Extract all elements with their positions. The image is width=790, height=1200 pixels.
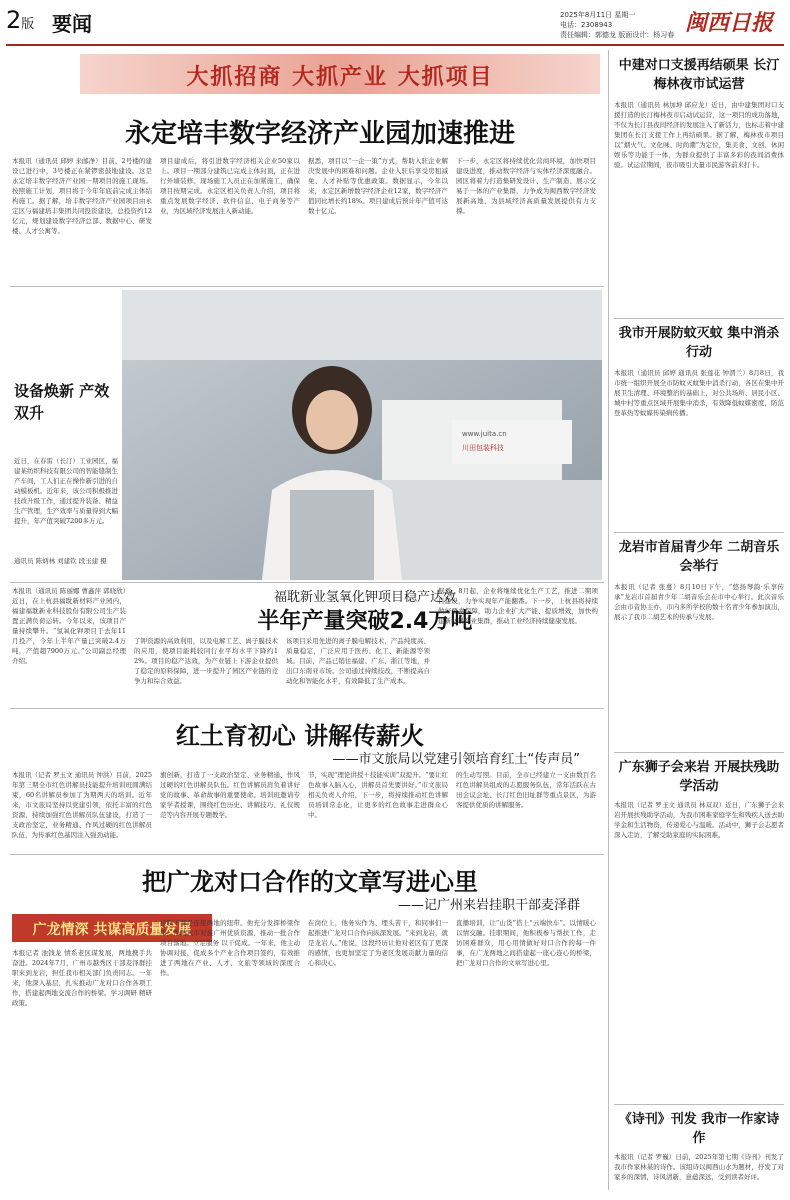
- story1-col4: 下一步，永定区将持续优化营商环境，加快项目建设进度，推动数字经济与实体经济深度融合。园区将着力打造集研发设计、生产制造、展示交易于一体的产业集群，力争成为闽西数字经济发展新高地，为县域经济高质量发展提供有力支撑。: [456, 157, 596, 215]
- divider: [10, 286, 604, 287]
- column-divider: [608, 50, 609, 1190]
- banner-text: 大抓招商 大抓产业 大抓项目: [186, 65, 494, 90]
- divider: [10, 708, 604, 709]
- story1-col2: 项目建成后，将引进数字经济相关企业50家以上。项目一期部分建筑已完成主体封顶，正在进行外墙装修。现场施工人员正在加紧施工，确保项目按期完成。永定区相关负责人介绍，项目将重点发展数字经济、软件信息、电子商务等产业，为区域经济发展注入新动能。: [160, 157, 300, 215]
- editors: 责任编辑：郭德龙 版面设计：杨习春: [560, 31, 675, 39]
- section-title: 要闻: [52, 12, 92, 36]
- story4-col3: 节，实现“理论讲授＋技能实训”双提升。“要让红色故事入脑入心，讲解员首先要讲好。”市文旅局相关负责人介绍，下一步，将持续推动红色讲解员培训常态化，让更多的红色故事走进群众心中。: [308, 771, 448, 819]
- story3-col1: 本报讯（通讯员 陈丽娜 曹鑫萍 郭晓欣）近日，在上杭县福耽新材料产业园内，福建福耽新业科技股份有限公司生产装置正满负荷运转。今年以来，该项目产量持续攀升。“氢氧化钾项目于去年11月投产，今年上半年产量已突破2.4万吨，产值超7900万元。”公司副总经理介绍。: [12, 587, 126, 665]
- story4-subheadline: ——市文旅局以党建引领培育红土“传声员”: [332, 752, 580, 767]
- campaign-banner: [80, 54, 600, 94]
- divider: [614, 1104, 784, 1105]
- sign-brand: 川田包装科技: [462, 444, 504, 452]
- story3-headline: 半年产量突破2.4万吨: [257, 609, 473, 634]
- right-item1-headline: 中建对口支援再结硕果 长汀梅林夜市试运营: [618, 58, 780, 92]
- story5-headline: 把广龙对口合作的文章写进心里: [142, 868, 478, 896]
- right-item4-body: 本报讯（记者 罗玉文 通讯员 林双双）近日，广东狮子会来岩开展扶残助学活动，为我市困难家庭学生和残疾人送去助学金和生活物资，传递爱心与温暖。活动中，狮子会志愿者深入走访，了解受助家庭的实际困难。: [614, 801, 784, 839]
- story5-col3: 在岗位上，他务实作为、埋头苦干，和同事们一起推进广龙对口合作向纵深发展。“来到龙岩，就是龙岩人。”他说，这段经历让他对老区有了更深的感情，也更加坚定了为老区发展贡献力量的信心和决心。: [308, 919, 448, 967]
- page-number: [6, 6, 34, 34]
- divider: [614, 318, 784, 319]
- right-item3-body: 本报讯（记者 张蔓）8月10日下午，“悠扬琴韵·乐享传承”龙岩市首届青少年二胡音乐会在市中心举行。此次音乐会由市音协主办，市内多所学校的数十名青少年参加演出，展示了我市二胡艺术的传承与发展。: [614, 583, 784, 621]
- story1-headline: 永定培丰数字经济产业园加速推进: [124, 119, 515, 149]
- story3-col2: 了钾资源的高效利用，以及电解工艺、离子膜技术的应用，使项目能耗较同行业平均水平下降约12%。项目的稳产达效，为产业链上下游企业提供了稳定的原料保障，进一步提升了园区产业链的竞争力和综合效益。: [134, 637, 278, 685]
- divider: [614, 752, 784, 753]
- story2-headline-text: 设备焕新 产效双升: [14, 382, 110, 422]
- story3-kicker: 福耽新业氢氧化钾项目稳产达效: [273, 590, 456, 605]
- masthead: [0, 0, 790, 48]
- story2-caption: 近日，在春雷（长汀）工业园区，福建某纺织科技有限公司的智能缝制生产车间，工人们正在操作新引进的自动模板机。近年来，该公司积极推进技改升级工作，通过提升装备、精益生产管理，生产效率与质量得到大幅提升，年产值突破7200多万元。: [14, 457, 118, 525]
- story3-col3: 该项目采用先进的离子膜电解技术，产品纯度高、质量稳定，广泛应用于医药、化工、新能源等领域。目前，产品已销往福建、广东、浙江等地，并出口东南亚市场。公司通过持续技改，不断提高自动化和智能化水平，有效降低了生产成本。: [286, 637, 430, 685]
- right-item3-headline: 龙岩市首届青少年 二胡音乐会举行: [618, 540, 780, 574]
- right-item5-headline: 《诗刊》刊发 我市一作家诗作: [618, 1112, 780, 1146]
- story5-banner-text: 广龙情深 共谋高质量发展: [32, 922, 192, 938]
- right-item2-body: 本报讯（通讯员 邱婷 通讯员 张莲花 钟渭兰）8月8日，我市统一组织开展全市防蚊灭蚊集中消杀行动，各区在集中开展卫生清理、环境整治的基础上，对公共场所、居民小区、城中村等重点区域开展集中消杀，有效降低蚊媒密度，防范登革热等蚊媒传染病传播。: [614, 369, 784, 417]
- story4-headline: 红土育初心 讲解传薪火: [175, 722, 425, 750]
- story3-col4: 据悉，8月起，企业将继续优化生产工艺，推进二期项目建设，力争实现年产能翻番。下一步，上杭县将持续做好要素保障，助力企业扩大产能、提质增效，加快构建新材料产业集群，推动工业经济持续健康发展。: [438, 587, 598, 625]
- paper-logo: 闽西日报: [685, 10, 774, 36]
- story5-col4: 直播培训，让“山货”搭上“云端快车”。以情暖心 以情交融。挂职期间，他积极参与帮扶工作，走访困难群众，用心用情做好对口合作的每一件事，在广龙两地之间搭建起一座心连心的桥梁，把广龙对口合作的文章写进心里。: [456, 919, 596, 967]
- story4-col1: 本报讯（记者 罗玉文 通讯员 钟洪）目前，2025年第三期全市红色讲解员技能提升培训班圆满结束，60名讲解员参加了为期两天的培训。近年来，市文旅局坚持以党建引领，依托丰富的红色资源，持续加强红色讲解员队伍建设，打造了一支政治坚定、业务精通、作风过硬的红色讲解员队伍，为传承红色基因注入强劲动能。: [12, 771, 152, 839]
- story4-col4: 的生动写照。目前，全市已经建立一支由数百名红色讲解员组成的志愿服务队伍，常年活跃在古田会议会址、长汀红色旧址群等重点景区，为游客提供优质的讲解服务。: [456, 771, 596, 809]
- story4-col2: 旗创新，打造了一支政治坚定、业务精通、作风过硬的红色讲解员队伍。红色讲解员肩负着讲好党的故事、革命故事的重要使命。培训班邀请专家学者授课，围绕红色历史、讲解技巧、礼仪规范等内容开展专题教学。: [160, 771, 300, 819]
- story5-col2: 挂职干部是连接两地的纽带。他充分发挥桥梁作用，帮助我市对接广州优质资源，推动一批合作项目落地。立足服务 以干促成。一年来，他主动协调对接，促成多个产业合作项目签约，有效推进了两地在产业、人才、文旅等领域的深度合作。: [160, 919, 300, 977]
- story5-col1: 本报记者 池钱龙 情系老区谋发展，两地携手共奋进。2024年7月，广州市越秀区干部麦泽群挂职来到龙岩，担任我市相关部门负责同志。一年来，他深入基层，扎实推动广龙对口合作各项工作，搭建起两地交流合作的桥梁。学习调研 精研政策。: [12, 949, 152, 1007]
- masthead-rule: [6, 44, 784, 46]
- issue-date: 2025年8月11日 星期一: [560, 11, 636, 19]
- divider: [10, 854, 604, 855]
- sign-url: www.juita.cn: [462, 430, 507, 438]
- phone: 电话：2308943: [560, 21, 613, 29]
- story5-subheadline: ——记广州来岩挂职干部麦泽群: [397, 898, 580, 913]
- story1-col3: 据悉，项目以“一企一策”方式，帮助入驻企业解决发展中的困难和问题。企业入驻后享受房租减免、人才补贴等优惠政策。数据显示，今年以来，永定区新增数字经济企业12家，数字经济产值同比增长约18%。项目建成后预计年产值可达数十亿元。: [308, 157, 448, 215]
- right-item1-body: 本报讯（通讯员 林加坤 邱应龙）近日，由中建集团对口支援打造的长汀梅林夜市启动试运营，这一项目的成功落地，不仅为长汀县夜间经济的发展注入了新活力，也标志着中建集团在长汀支援工作上再结硕果。据了解，梅林夜市项目以“烟火气、文化味、时尚潮”为定位，集美食、文创、休闲娱乐等功能于一体，为群众提供了丰富多彩的夜间消费体验。试运营期间，夜市吸引大量市民游客前来打卡。: [614, 101, 784, 169]
- factory-photo-svg: [122, 290, 602, 580]
- divider: [614, 532, 784, 533]
- divider: [10, 582, 604, 583]
- right-item2-headline: 我市开展防蚊灭蚊 集中消杀行动: [618, 326, 780, 360]
- page-num: 2: [6, 6, 22, 34]
- story2-headline: [14, 380, 114, 424]
- page-suffix: 版: [21, 17, 35, 32]
- right-item4-headline: 广东狮子会来岩 开展扶残助学活动: [618, 760, 780, 794]
- right-item5-body: 本报讯（记者 罗巍）日前，2025年第七期《诗刊》刊发了我市作家林某的诗作。该组诗以闽西山水为题材，抒发了对家乡的深情，诗风清新，意蕴深远，受到读者好评。: [614, 1153, 784, 1181]
- story1-col1: 本报讯（通讯员 邱婷 来邮净）目前，2号楼的建设已进行中，3号楼正在紧锣密鼓地建设。这是永定培丰数字经济产业园一期项目的施工现场。按照施工计划，项目将于今年年底前完成主体结构施工。据了解，培丰数字经济产业园项目由永定区与福建培丰集团共同投资建设，总投资约12亿元，规划建设数字经济总部、数据中心、研发楼、人才公寓等。: [12, 157, 152, 235]
- factory-photo: [122, 290, 602, 580]
- story2-byline: 通讯员 陈炳林 刘建钦 段玉建 摄: [14, 557, 107, 565]
